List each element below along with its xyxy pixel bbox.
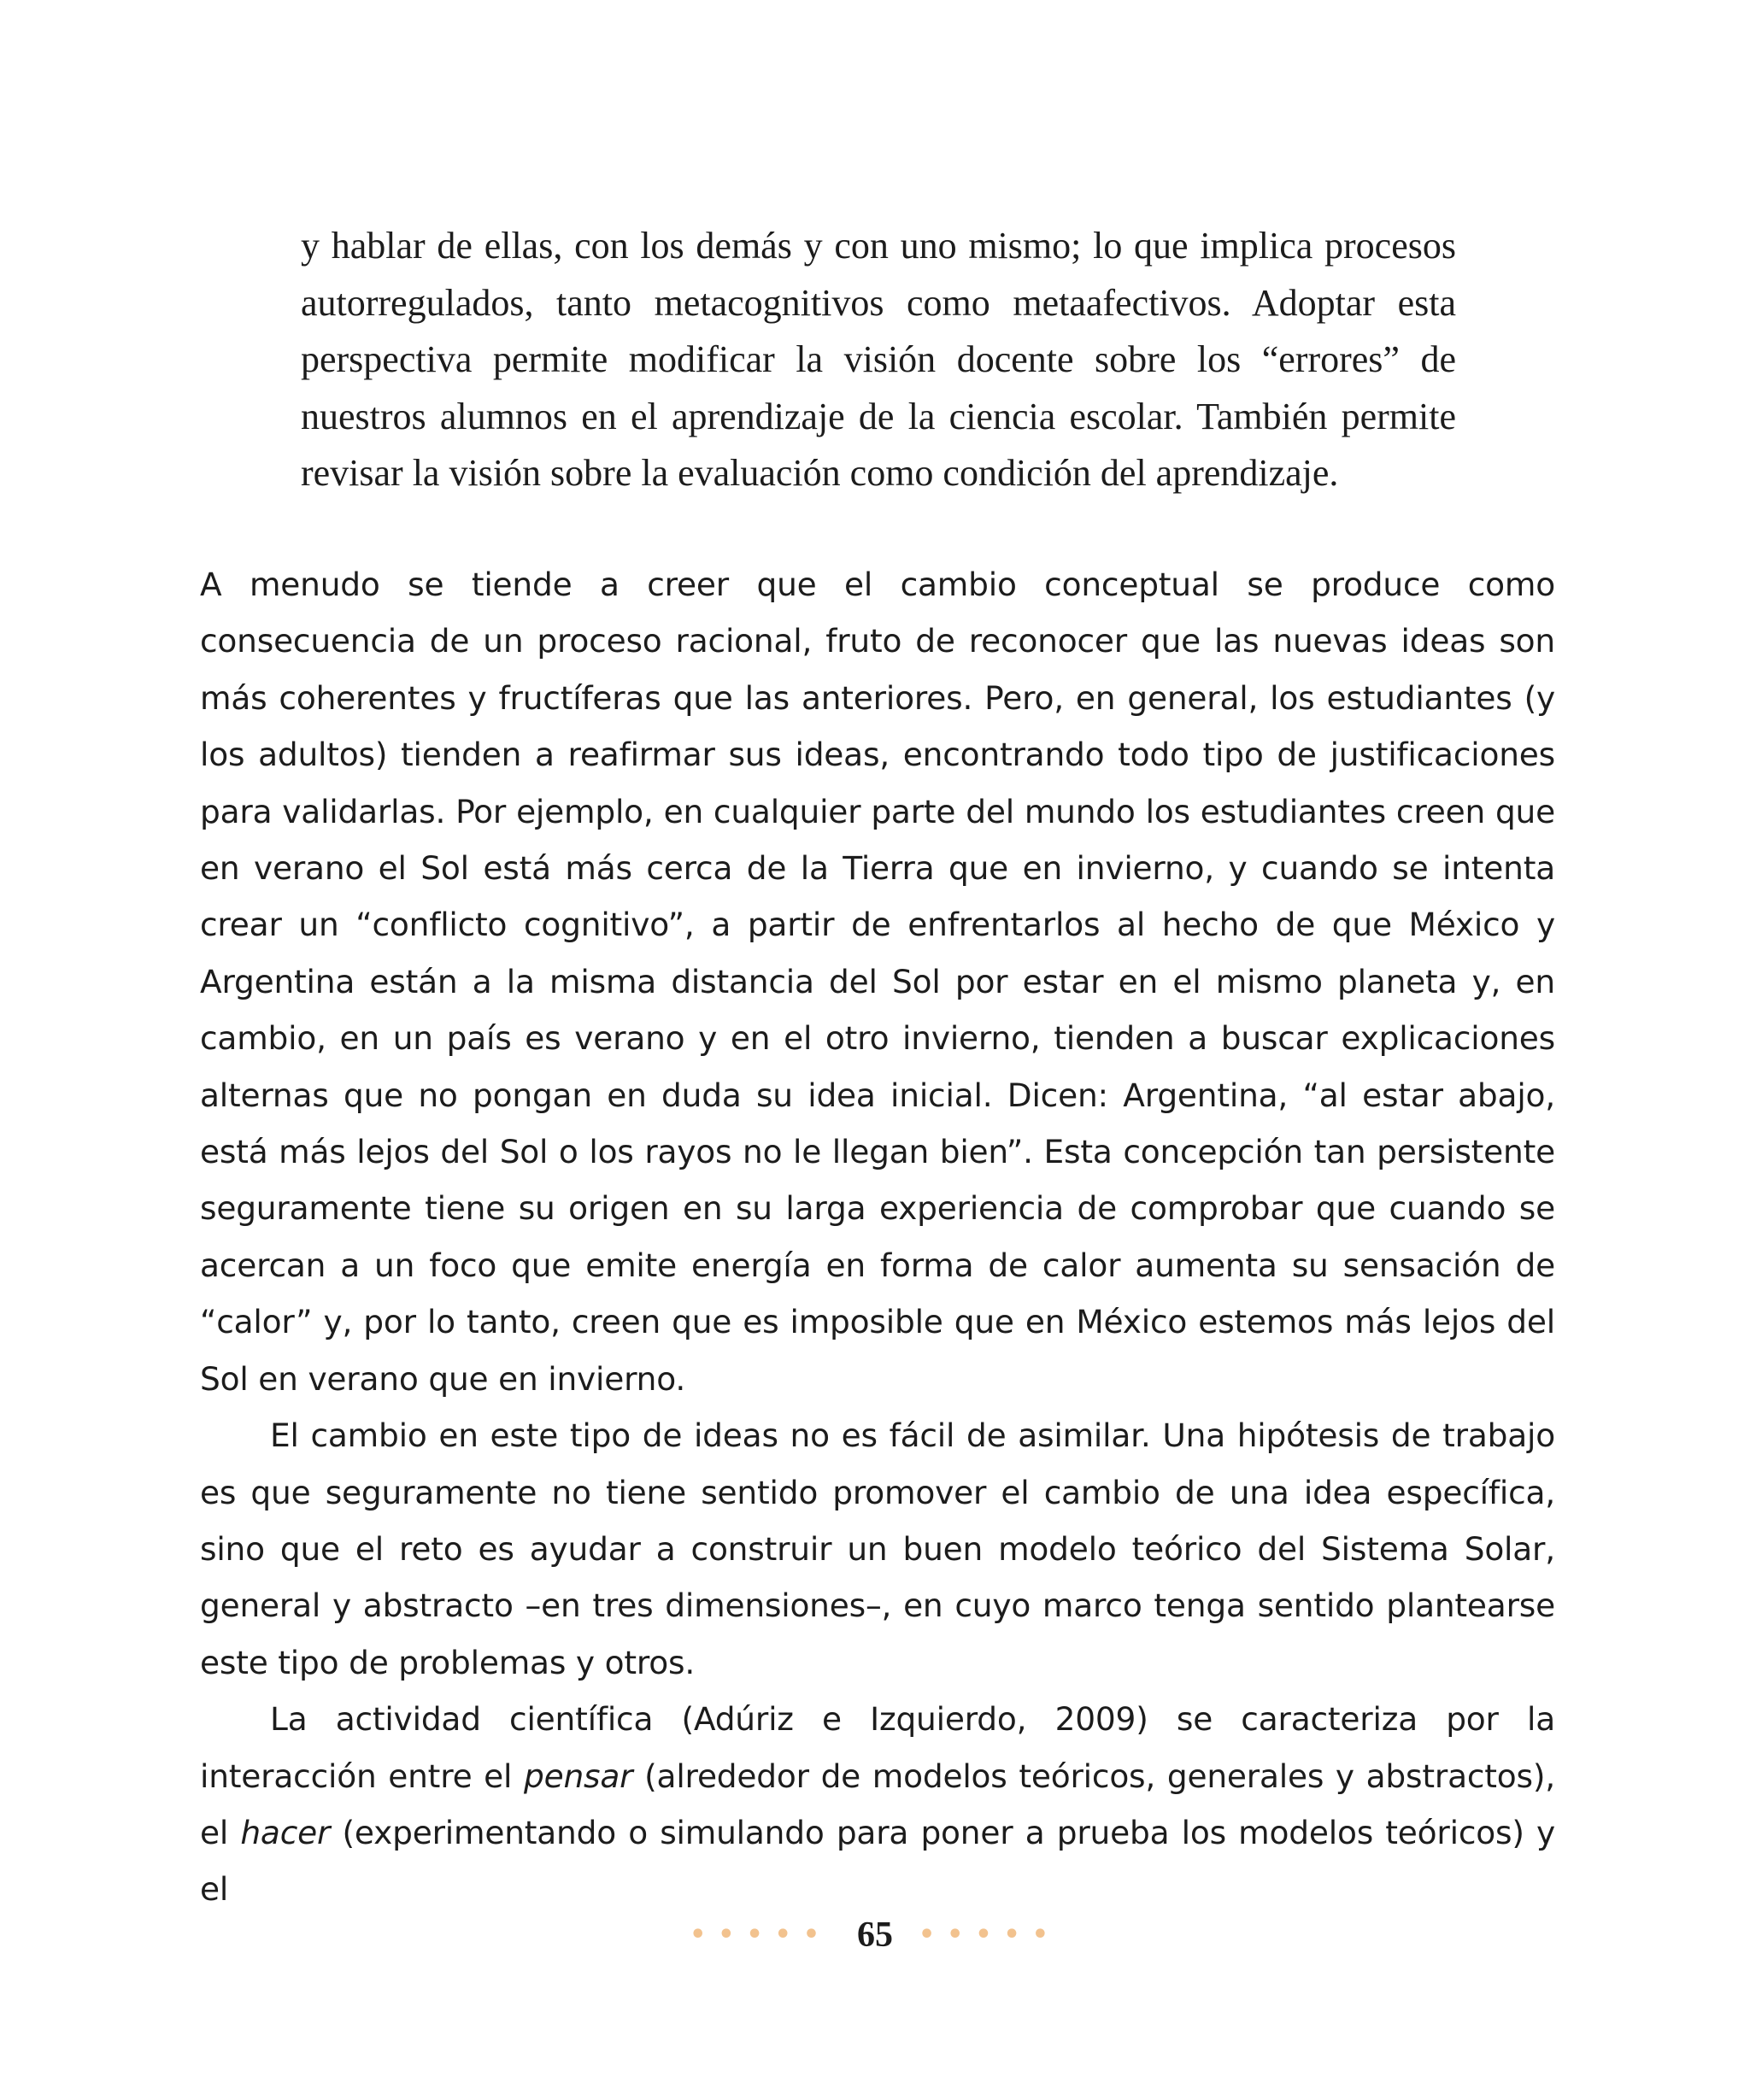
page-number: 65 xyxy=(857,1915,893,1956)
paragraph-3 xyxy=(200,1691,1555,1918)
dots-right-decoration: ••••• xyxy=(919,1920,1060,1950)
paragraph-1: A menudo se tiende a creer que el cambio conceptual se produce como consecuencia de un proceso racional, fruto de reconocer que las nuevas ideas son más coherentes y fructíferas que las anteriores. Pero, en general, los estudiantes (y los adultos) tienden a reafirmar sus ideas, encontrando todo tipo de justificaciones para validarlas. Por ejemplo, en cualquier parte del mundo los estudiantes creen que en verano el Sol está más cerca de la Tierra que en invierno, y cuando se intenta crear un “conflicto cognitivo”, a partir de enfrentarlos al hecho de que México y Argentina están a la misma distancia del Sol por estar en el mismo planeta y, en cambio, en un país es verano y en el otro invierno, tienden a buscar explicaciones alternas que no pongan en duda su idea inicial. Dicen: Argentina, “al estar abajo, está más lejos del Sol o los rayos no le llegan bien”. Esta concepción tan persistente seguramente tiene su origen en su larga experiencia de comprobar que cuando se acercan a un foco que emite energía en forma de calor aumenta su sensación de “calor” y, por lo tanto, creen que es imposible que en México estemos más lejos del Sol en verano que en invierno. xyxy=(200,566,1555,1398)
page-footer xyxy=(0,1909,1750,1959)
dots-left-decoration: ••••• xyxy=(690,1920,831,1950)
emphasis-pensar: pensar xyxy=(524,1757,633,1795)
body-text xyxy=(200,556,1555,1918)
paragraph-3-text-b: (alrededor de modelos teóricos, generales y abstractos), el xyxy=(200,1757,1555,1851)
block-quote: y hablar de ellas, con los demás y con uno mismo; lo que implica procesos autorregulados, tanto metacognitivos como metaafectivos. Adoptar esta perspectiva permite modificar la visión docente sobre los “errores” de nuestros alumnos en el aprendizaje de la ciencia escolar. También permite revisar la visión sobre la evaluación como condición del aprendizaje. xyxy=(301,225,1456,494)
paragraph-2: El cambio en este tipo de ideas no es fácil de asimilar. Una hipótesis de trabajo es que seguramente no tiene sentido promover el cambio de una idea específica, sino que el reto es ayudar a construir un buen modelo teórico del Sistema Solar, general y abstracto –en tres dimensiones–, en cuyo marco tenga sentido plantearse este tipo de problemas y otros. xyxy=(200,1417,1555,1681)
emphasis-hacer: hacer xyxy=(240,1813,331,1851)
paragraph-3-text-a: La actividad científica (Adúriz e Izquierdo, 2009) se caracteriza por la interacción entre el xyxy=(200,1700,1555,1795)
paragraph-3-text-c: (experimentando o simulando para poner a prueba los modelos teóricos) y el xyxy=(200,1813,1556,1909)
